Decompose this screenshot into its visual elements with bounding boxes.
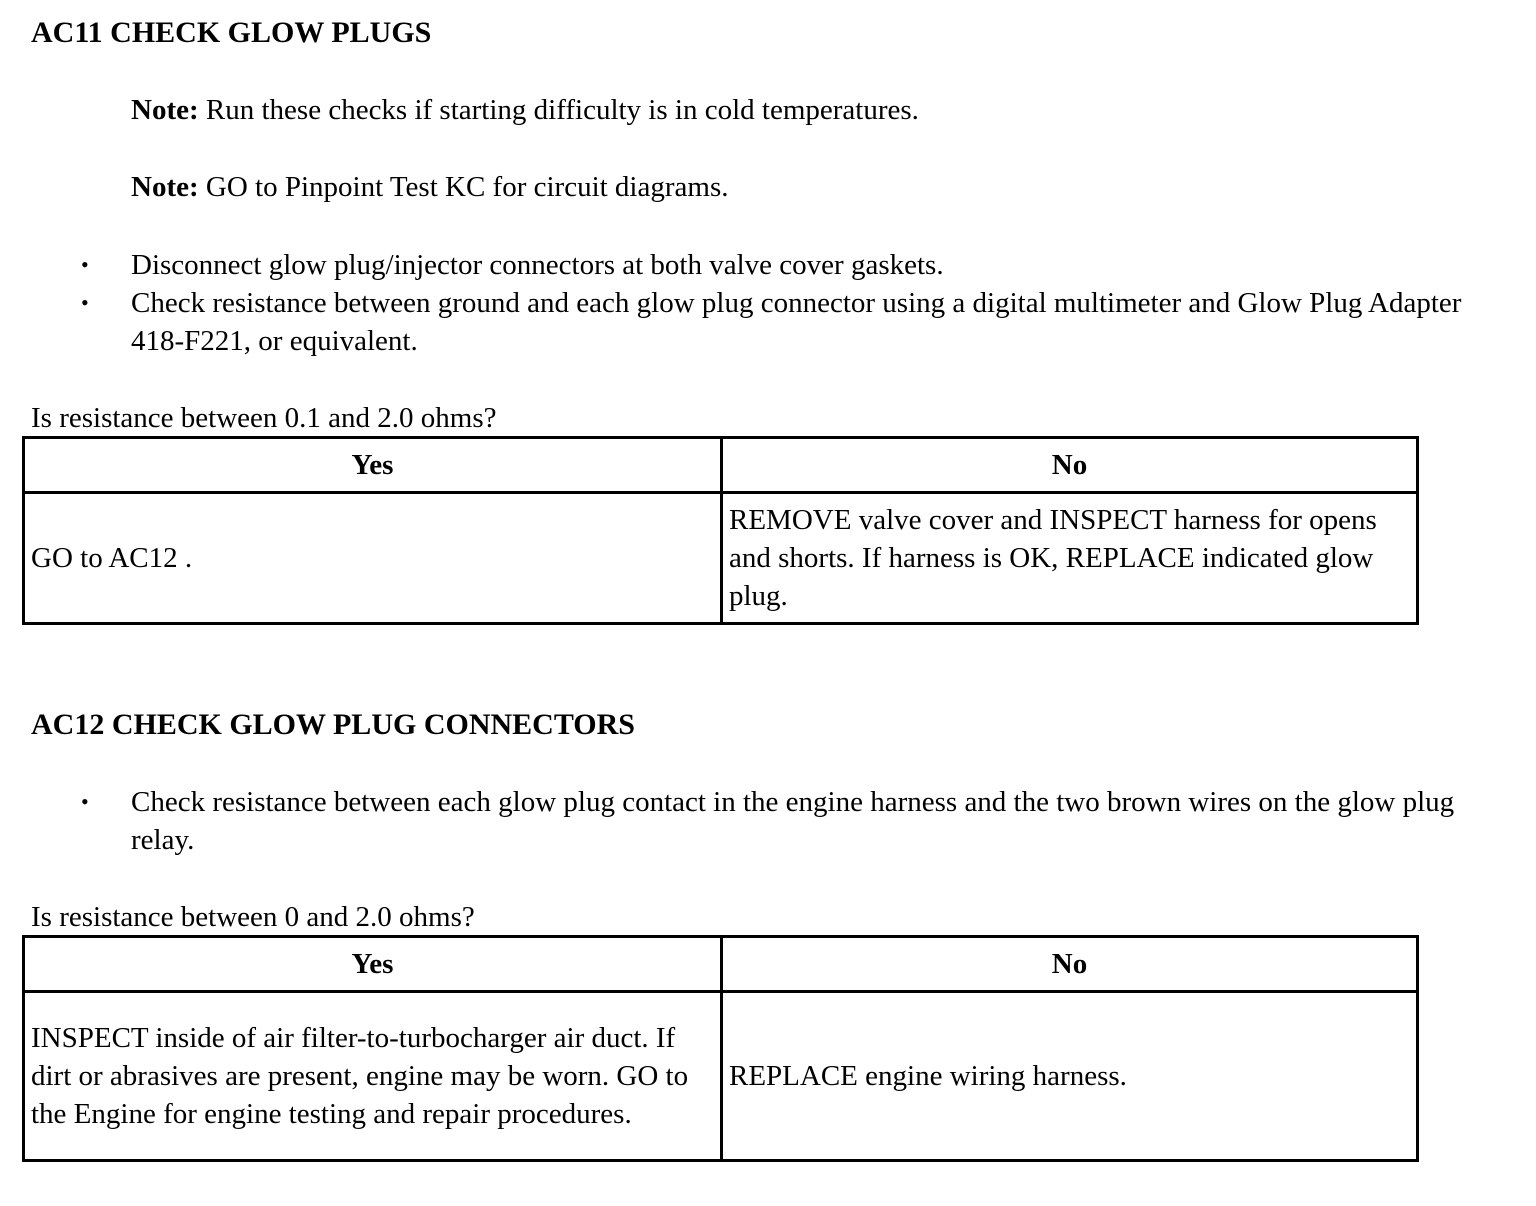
bullet-icon: •	[81, 252, 89, 277]
note-text: Run these checks if starting difficulty is in cold temperatures.	[198, 94, 919, 126]
bullet-icon: •	[81, 789, 89, 814]
decision-table-ac11	[22, 436, 1419, 625]
list-item	[0, 783, 1536, 859]
table-header-row	[24, 937, 1418, 992]
list-item-text: Disconnect glow plug/injector connectors at both valve cover gaskets.	[131, 249, 944, 281]
section-heading-ac12: AC12 CHECK GLOW PLUG CONNECTORS	[31, 708, 635, 741]
table-header-row	[24, 438, 1418, 493]
note-circuit-diagrams	[131, 168, 729, 206]
bullet-icon: •	[81, 290, 89, 315]
no-cell: REMOVE valve cover and INSPECT harness for opens and shorts. If harness is OK, REPLACE indicated glow plug.	[722, 493, 1418, 624]
bullet-list-ac11	[0, 246, 1536, 360]
table-row	[24, 992, 1418, 1161]
list-item-text: Check resistance between each glow plug contact in the engine harness and the two brown wires on the glow plug relay.	[131, 786, 1455, 856]
question-ac11: Is resistance between 0.1 and 2.0 ohms?	[31, 402, 497, 434]
note-label: Note:	[131, 171, 199, 203]
bullet-list-ac12	[0, 783, 1536, 859]
yes-cell: GO to AC12 .	[24, 493, 722, 624]
list-item-text: Check resistance between ground and each glow plug connector using a digital multimeter and Glow Plug Adapter 418-F221, or equivalent.	[131, 287, 1462, 357]
section-heading-ac11: AC11 CHECK GLOW PLUGS	[31, 16, 432, 49]
note-label: Note:	[131, 94, 199, 126]
no-header: No	[722, 438, 1418, 493]
decision-table-ac12	[22, 935, 1419, 1162]
yes-header: Yes	[24, 937, 722, 992]
note-cold-temperatures	[131, 91, 919, 129]
table-row	[24, 493, 1418, 624]
no-cell: REPLACE engine wiring harness.	[722, 992, 1418, 1161]
yes-cell: INSPECT inside of air filter-to-turbocharger air duct. If dirt or abrasives are present, engine may be worn. GO to the Engine for engine testing and repair procedures.	[24, 992, 722, 1161]
note-text: GO to Pinpoint Test KC for circuit diagrams.	[198, 171, 729, 203]
list-item	[0, 246, 1536, 284]
list-item	[0, 284, 1536, 360]
question-ac12: Is resistance between 0 and 2.0 ohms?	[31, 901, 475, 933]
yes-header: Yes	[24, 438, 722, 493]
no-header: No	[722, 937, 1418, 992]
